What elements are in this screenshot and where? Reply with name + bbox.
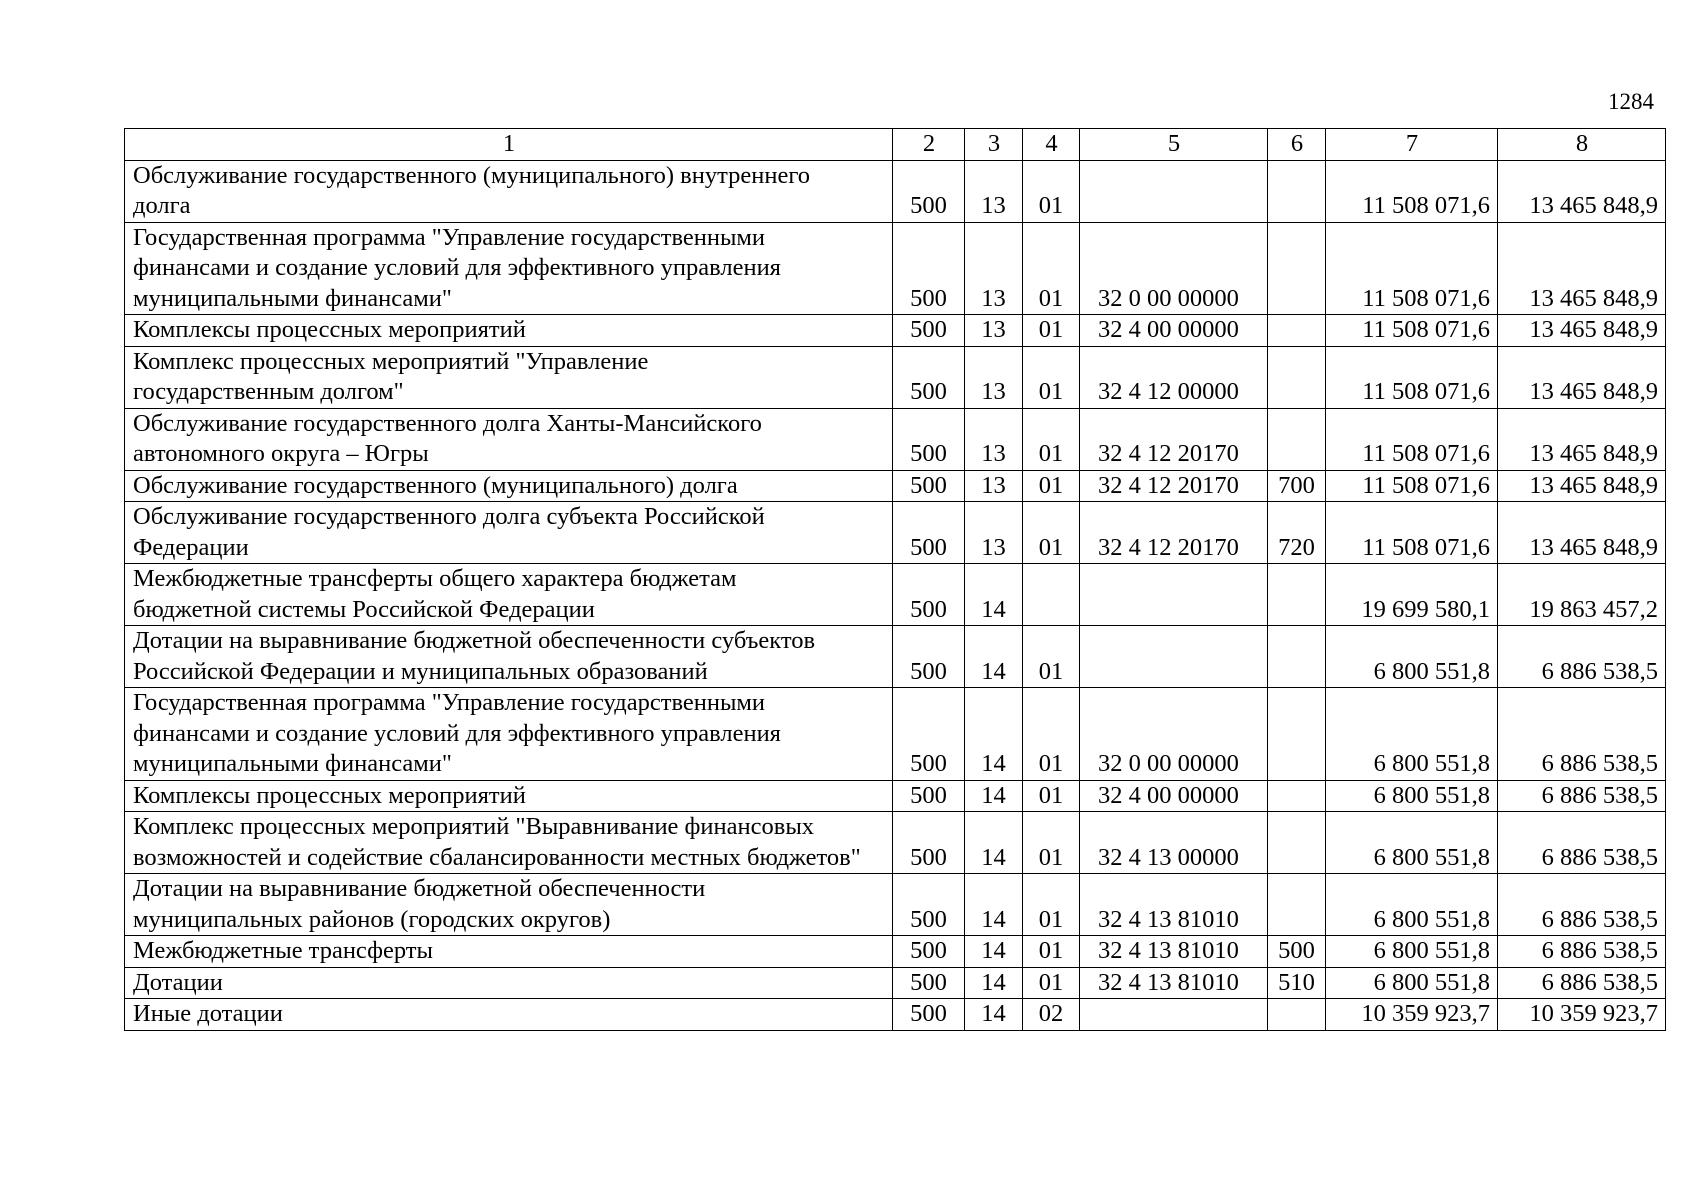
row-cell: 32 4 13 81010 — [1080, 967, 1268, 999]
row-name: Государственная программа "Управление государственными финансами и создание условий для эффективного управления муниципальными финансами" — [133, 689, 781, 777]
row-cell: 32 4 12 20170 — [1080, 470, 1268, 502]
row-cell: 13 — [965, 346, 1023, 408]
row-cell: 13 465 848,9 — [1498, 160, 1666, 222]
row-cell: 32 0 00 00000 — [1080, 688, 1268, 781]
row-cell — [1268, 999, 1326, 1031]
row-name-cell — [125, 626, 893, 688]
row-cell: 11 508 071,6 — [1326, 346, 1498, 408]
row-cell: 01 — [1023, 222, 1080, 315]
row-cell — [1268, 874, 1326, 936]
row-cell — [1080, 999, 1268, 1031]
row-cell: 32 4 12 00000 — [1080, 346, 1268, 408]
row-cell: 500 — [893, 812, 965, 874]
row-cell: 32 4 00 00000 — [1080, 780, 1268, 812]
column-header: 7 — [1326, 129, 1498, 161]
row-cell: 11 508 071,6 — [1326, 160, 1498, 222]
row-cell: 6 886 538,5 — [1498, 967, 1666, 999]
row-cell: 11 508 071,6 — [1326, 470, 1498, 502]
row-cell: 01 — [1023, 967, 1080, 999]
row-cell: 02 — [1023, 999, 1080, 1031]
row-cell: 13 — [965, 470, 1023, 502]
row-name-cell — [125, 315, 893, 347]
row-cell — [1268, 408, 1326, 470]
row-cell: 19 863 457,2 — [1498, 564, 1666, 626]
row-cell: 500 — [893, 780, 965, 812]
row-name-cell — [125, 470, 893, 502]
page-number: 1284 — [1608, 89, 1654, 114]
table-row — [125, 688, 1666, 781]
table-row — [125, 408, 1666, 470]
row-cell: 01 — [1023, 626, 1080, 688]
row-cell: 01 — [1023, 874, 1080, 936]
row-cell: 13 — [965, 502, 1023, 564]
row-name: Обслуживание государственного (муниципального) долга — [133, 471, 738, 499]
row-name-cell — [125, 812, 893, 874]
row-cell: 01 — [1023, 408, 1080, 470]
row-cell: 13 — [965, 160, 1023, 222]
row-cell — [1080, 626, 1268, 688]
row-cell: 14 — [965, 999, 1023, 1031]
table-row — [125, 626, 1666, 688]
row-cell — [1268, 346, 1326, 408]
table-row — [125, 936, 1666, 968]
row-cell: 01 — [1023, 936, 1080, 968]
table-row — [125, 502, 1666, 564]
row-name-cell — [125, 780, 893, 812]
row-cell: 32 4 13 81010 — [1080, 874, 1268, 936]
row-name-cell — [125, 408, 893, 470]
row-cell: 500 — [893, 160, 965, 222]
row-name-cell — [125, 688, 893, 781]
row-cell: 700 — [1268, 470, 1326, 502]
table-row — [125, 874, 1666, 936]
row-cell: 13 465 848,9 — [1498, 315, 1666, 347]
row-cell — [1268, 160, 1326, 222]
row-name-cell — [125, 936, 893, 968]
row-cell: 6 886 538,5 — [1498, 626, 1666, 688]
row-cell: 6 800 551,8 — [1326, 780, 1498, 812]
row-cell: 14 — [965, 812, 1023, 874]
column-header: 1 — [125, 129, 893, 161]
table-row — [125, 780, 1666, 812]
column-header: 4 — [1023, 129, 1080, 161]
table-row — [125, 315, 1666, 347]
row-cell: 6 800 551,8 — [1326, 936, 1498, 968]
header-row — [125, 129, 1666, 161]
row-cell — [1268, 626, 1326, 688]
row-cell: 6 800 551,8 — [1326, 688, 1498, 781]
row-cell: 6 886 538,5 — [1498, 874, 1666, 936]
row-cell: 32 4 13 81010 — [1080, 936, 1268, 968]
row-cell: 32 4 13 00000 — [1080, 812, 1268, 874]
row-cell: 500 — [893, 999, 965, 1031]
row-cell: 32 4 00 00000 — [1080, 315, 1268, 347]
row-cell: 500 — [893, 502, 965, 564]
row-cell: 01 — [1023, 346, 1080, 408]
row-name: Дотации — [133, 968, 223, 996]
row-cell: 13 — [965, 222, 1023, 315]
row-cell: 6 886 538,5 — [1498, 936, 1666, 968]
row-cell — [1268, 780, 1326, 812]
row-cell: 01 — [1023, 502, 1080, 564]
row-cell: 500 — [893, 936, 965, 968]
row-cell: 13 465 848,9 — [1498, 222, 1666, 315]
row-cell: 11 508 071,6 — [1326, 315, 1498, 347]
row-cell: 6 800 551,8 — [1326, 967, 1498, 999]
row-cell: 01 — [1023, 780, 1080, 812]
row-cell — [1268, 812, 1326, 874]
row-name-cell — [125, 160, 893, 222]
row-cell: 6 800 551,8 — [1326, 874, 1498, 936]
row-cell — [1268, 315, 1326, 347]
row-cell — [1268, 222, 1326, 315]
row-cell: 32 4 12 20170 — [1080, 408, 1268, 470]
row-cell: 500 — [1268, 936, 1326, 968]
row-cell: 500 — [893, 315, 965, 347]
table-row — [125, 999, 1666, 1031]
row-name: Дотации на выравнивание бюджетной обеспеченности муниципальных районов (городских округов) — [133, 875, 706, 933]
row-cell: 720 — [1268, 502, 1326, 564]
row-name-cell — [125, 874, 893, 936]
row-cell: 500 — [893, 874, 965, 936]
row-name: Обслуживание государственного долга Ханты-Мансийского автономного округа – Югры — [133, 409, 762, 467]
row-cell: 11 508 071,6 — [1326, 502, 1498, 564]
table-row — [125, 470, 1666, 502]
row-name: Комплекс процессных мероприятий "Выравнивание финансовых возможностей и содействие сбалансированности местных бюджетов" — [133, 813, 861, 871]
row-name: Межбюджетные трансферты общего характера бюджетам бюджетной системы Российской Федерации — [133, 565, 737, 623]
table-row — [125, 222, 1666, 315]
row-cell: 13 465 848,9 — [1498, 346, 1666, 408]
row-cell: 10 359 923,7 — [1498, 999, 1666, 1031]
row-cell: 14 — [965, 874, 1023, 936]
row-cell — [1080, 160, 1268, 222]
row-name: Обслуживание государственного долга субъекта Российской Федерации — [133, 503, 765, 561]
row-name: Комплексы процессных мероприятий — [133, 316, 526, 343]
row-cell: 6 886 538,5 — [1498, 780, 1666, 812]
row-cell: 500 — [893, 346, 965, 408]
row-name: Комплекс процессных мероприятий "Управление государственным долгом" — [133, 347, 649, 405]
row-name-cell — [125, 222, 893, 315]
row-cell: 13 465 848,9 — [1498, 502, 1666, 564]
row-cell: 01 — [1023, 470, 1080, 502]
row-cell: 01 — [1023, 812, 1080, 874]
row-cell — [1268, 564, 1326, 626]
row-cell: 32 4 12 20170 — [1080, 502, 1268, 564]
row-cell: 500 — [893, 564, 965, 626]
row-cell: 500 — [893, 222, 965, 315]
row-cell: 500 — [893, 688, 965, 781]
row-name: Комплексы процессных мероприятий — [133, 781, 526, 809]
row-cell: 6 800 551,8 — [1326, 812, 1498, 874]
row-cell: 500 — [893, 408, 965, 470]
budget-table — [124, 128, 1666, 1031]
table-row — [125, 160, 1666, 222]
row-name: Государственная программа "Управление государственными финансами и создание условий для эффективного управления муниципальными финансами" — [133, 223, 781, 312]
row-cell: 6 886 538,5 — [1498, 812, 1666, 874]
row-cell: 13 465 848,9 — [1498, 470, 1666, 502]
table-row — [125, 346, 1666, 408]
row-cell: 14 — [965, 564, 1023, 626]
row-cell: 14 — [965, 626, 1023, 688]
row-cell: 14 — [965, 967, 1023, 999]
row-name-cell — [125, 564, 893, 626]
row-name-cell — [125, 967, 893, 999]
row-cell: 01 — [1023, 315, 1080, 347]
row-cell: 510 — [1268, 967, 1326, 999]
row-cell: 11 508 071,6 — [1326, 408, 1498, 470]
row-name-cell — [125, 999, 893, 1031]
table-row — [125, 564, 1666, 626]
row-cell: 500 — [893, 626, 965, 688]
column-header: 6 — [1268, 129, 1326, 161]
row-cell: 01 — [1023, 160, 1080, 222]
row-cell: 6 886 538,5 — [1498, 688, 1666, 781]
row-cell: 13 465 848,9 — [1498, 408, 1666, 470]
row-name-cell — [125, 502, 893, 564]
table-row — [125, 967, 1666, 999]
row-cell: 13 — [965, 315, 1023, 347]
row-cell: 10 359 923,7 — [1326, 999, 1498, 1031]
column-header: 3 — [965, 129, 1023, 161]
table-row — [125, 812, 1666, 874]
row-cell: 14 — [965, 936, 1023, 968]
row-cell: 13 — [965, 408, 1023, 470]
row-name: Дотации на выравнивание бюджетной обеспеченности субъектов Российской Федерации и муниципальных образований — [133, 627, 816, 685]
row-cell: 14 — [965, 780, 1023, 812]
row-cell: 6 800 551,8 — [1326, 626, 1498, 688]
row-name: Межбюджетные трансферты — [133, 937, 433, 964]
row-name: Обслуживание государственного (муниципального) внутреннего долга — [133, 161, 811, 219]
row-cell — [1023, 564, 1080, 626]
row-cell — [1268, 688, 1326, 781]
row-cell — [1080, 564, 1268, 626]
row-cell: 14 — [965, 688, 1023, 781]
row-name: Иные дотации — [133, 1000, 283, 1027]
column-header: 8 — [1498, 129, 1666, 161]
row-cell: 500 — [893, 470, 965, 502]
row-cell: 32 0 00 00000 — [1080, 222, 1268, 315]
column-header: 5 — [1080, 129, 1268, 161]
row-cell: 01 — [1023, 688, 1080, 781]
row-name-cell — [125, 346, 893, 408]
row-cell: 500 — [893, 967, 965, 999]
row-cell: 19 699 580,1 — [1326, 564, 1498, 626]
column-header: 2 — [893, 129, 965, 161]
row-cell: 11 508 071,6 — [1326, 222, 1498, 315]
